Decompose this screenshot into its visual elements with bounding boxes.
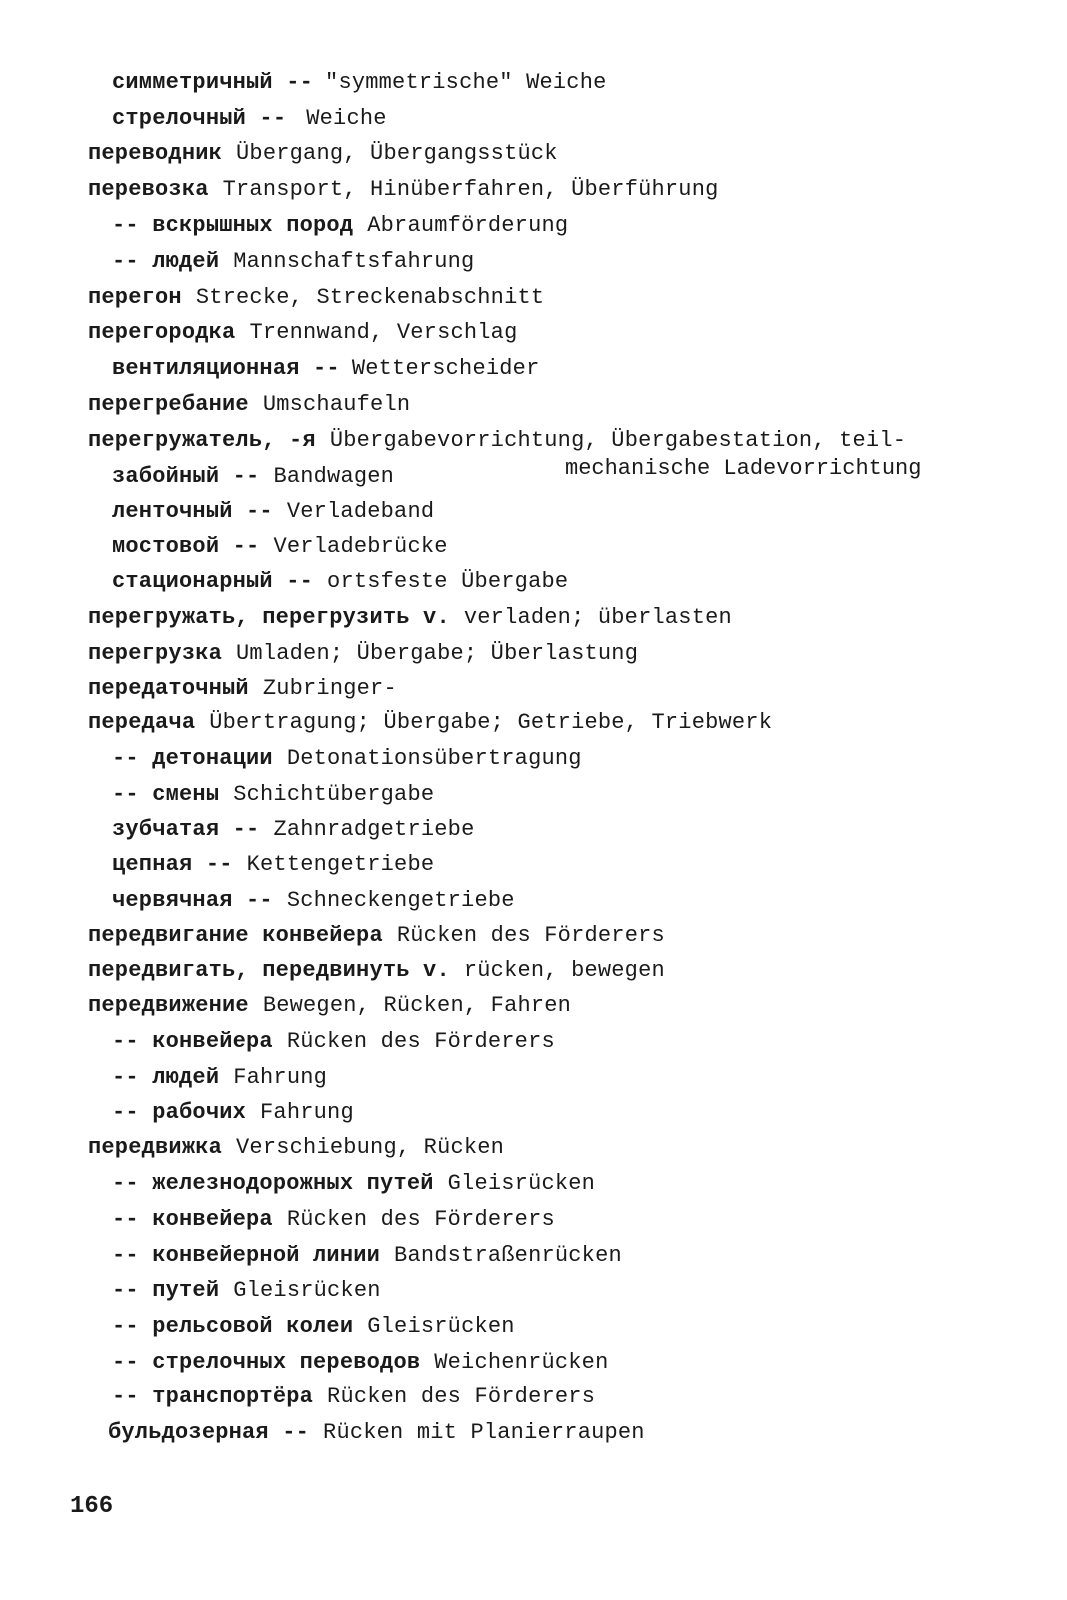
entry-translation-de: rücken, bewegen [463, 958, 665, 983]
entry-translation-de: Abraumförderung [367, 213, 569, 238]
dictionary-entry [88, 428, 906, 454]
dictionary-entry [112, 1065, 327, 1091]
entry-term-ru: -- вскрышных пород [112, 213, 354, 238]
dictionary-entry [112, 464, 394, 490]
entry-term-ru: передвижение [88, 993, 249, 1018]
entry-translation-de: Schichtübergabe [233, 782, 435, 807]
entry-translation-de: Rücken des Förderers [327, 1384, 596, 1409]
dictionary-entry [112, 746, 582, 772]
dictionary-entry [88, 710, 772, 736]
dictionary-entry [112, 70, 607, 96]
entry-translation-de: Rücken des Förderers [396, 923, 665, 948]
entry-translation-de: Bewegen, Rücken, Fahren [262, 993, 572, 1018]
entry-term-ru: червячная -- [112, 888, 273, 913]
dictionary-entry [88, 320, 517, 346]
dictionary-entry [88, 1135, 504, 1161]
dictionary-entry [112, 1350, 608, 1376]
entry-translation-de: Mannschaftsfahrung [233, 249, 475, 274]
entry-translation-de: Übergang, Übergangsstück [236, 141, 558, 166]
entry-term-ru: перегрузка [88, 641, 223, 666]
entry-term-ru: перегружатель, -я [88, 428, 316, 453]
entry-translation-de: Übergabevorrichtung, Übergabestation, teil- [329, 428, 907, 453]
dictionary-entry [88, 958, 665, 984]
dictionary-entry [88, 285, 544, 311]
entry-translation-de: Verladeband [286, 499, 435, 524]
entry-term-ru: зубчатая -- [112, 817, 260, 842]
dictionary-entry [108, 1420, 645, 1446]
entry-term-ru: перегородка [88, 320, 236, 345]
entry-term-ru: передача [88, 710, 196, 735]
entry-term-ru: передвигать, передвинуть v. [88, 958, 450, 983]
dictionary-entry [112, 1314, 515, 1340]
dictionary-entry [112, 1207, 555, 1233]
dictionary-entry [88, 993, 571, 1019]
entry-term-ru: -- транспортёра [112, 1384, 314, 1409]
dictionary-entry [88, 923, 665, 949]
dictionary-entry [112, 499, 434, 525]
dictionary-entry [112, 1100, 354, 1126]
entry-term-ru: передвигание конвейера [88, 923, 383, 948]
entry-term-ru: стационарный -- [112, 569, 314, 594]
dictionary-entry [88, 676, 397, 702]
entry-translation-de: Verladebrücke [273, 534, 448, 559]
page-number: 166 [70, 1493, 114, 1520]
entry-term-ru: симметричный -- [112, 70, 314, 95]
dictionary-entry [112, 106, 387, 132]
entry-term-ru: -- детонации [112, 746, 273, 771]
entry-term-ru: -- людей [112, 249, 220, 274]
entry-term-ru: цепная -- [112, 852, 233, 877]
entry-translation-de: "symmetrische" Weiche [325, 70, 607, 95]
entry-translation-de: Gleisrücken [447, 1171, 596, 1196]
dictionary-entry [88, 605, 732, 631]
entry-translation-de: Bandstraßenrücken [394, 1243, 622, 1268]
dictionary-entry [112, 782, 434, 808]
entry-term-ru: -- конвейера [112, 1029, 273, 1054]
dictionary-entry [112, 569, 568, 595]
entry-translation-de: Umladen; Übergabe; Überlastung [236, 641, 639, 666]
entry-term-ru: мостовой -- [112, 534, 260, 559]
entry-translation-de: Trennwand, Verschlag [249, 320, 518, 345]
entry-term-ru: вентиляционная -- [112, 356, 340, 381]
entry-term-ru: перевозка [88, 177, 209, 202]
entry-translation-de: ortsfeste Übergabe [327, 569, 569, 594]
dictionary-entry [112, 852, 434, 878]
dictionary-entry [112, 1029, 555, 1055]
entry-translation-de: Kettengetriebe [246, 852, 435, 877]
entry-term-ru: -- железнодорожных путей [112, 1171, 434, 1196]
entry-term-ru: перегребание [88, 392, 249, 417]
entry-translation-de: Rücken des Förderers [286, 1207, 555, 1232]
dictionary-entry [88, 641, 638, 667]
entry-translation-de: Umschaufeln [262, 392, 411, 417]
entry-translation-de: Fahrung [260, 1100, 354, 1125]
entry-term-ru: -- путей [112, 1278, 220, 1303]
entry-translation-de: Schneckengetriebe [286, 888, 515, 913]
entry-term-ru: забойный -- [112, 464, 260, 489]
entry-continuation: mechanische Ladevorrichtung [565, 456, 922, 481]
entry-term-ru: ленточный -- [112, 499, 273, 524]
entry-translation-de: Gleisrücken [367, 1314, 515, 1339]
dictionary-entry [112, 213, 568, 239]
entry-term-ru: -- рельсовой колеи [112, 1314, 354, 1339]
entry-translation-de: Verschiebung, Rücken [236, 1135, 505, 1160]
dictionary-entry [112, 888, 515, 914]
entry-translation-de: Rücken des Förderers [286, 1029, 555, 1054]
entry-translation-de: Weichenrücken [434, 1350, 609, 1375]
entry-translation-de: Übertragung; Übergabe; Getriebe, Triebwerk [209, 710, 773, 735]
entry-term-ru: -- конвейера [112, 1207, 273, 1232]
entry-term-ru: перегружать, перегрузить v. [88, 605, 450, 630]
dictionary-entry [112, 1243, 622, 1269]
dictionary-entry [112, 817, 474, 843]
entry-translation-de: Detonationsübertragung [286, 746, 582, 771]
entry-translation-de: Wetterscheider [351, 356, 540, 381]
entry-translation-de: Transport, Hinüberfahren, Überführung [222, 177, 719, 202]
dictionary-entry [88, 177, 719, 203]
dictionary-entry [112, 534, 448, 560]
entry-term-ru: -- смены [112, 782, 220, 807]
entry-translation-de: Gleisrücken [233, 1278, 381, 1303]
entry-translation-de: Zubringer- [262, 676, 397, 701]
entry-translation-de: Rücken mit Planierraupen [323, 1420, 645, 1445]
entry-term-ru: стрелочный -- [112, 106, 287, 131]
dictionary-entry [112, 249, 474, 275]
dictionary-entry [112, 1384, 595, 1410]
entry-translation-de: Zahnradgetriebe [273, 817, 475, 842]
dictionary-entry [88, 141, 558, 167]
dictionary-entry [112, 1278, 381, 1304]
entry-translation-de: Strecke, Streckenabschnitt [195, 285, 545, 310]
entry-term-ru: бульдозерная -- [108, 1420, 310, 1445]
entry-translation-de: Bandwagen [273, 464, 395, 489]
entry-term-ru: передаточный [88, 676, 249, 701]
entry-term-ru: передвижка [88, 1135, 223, 1160]
entry-term-ru: -- стрелочных переводов [112, 1350, 421, 1375]
dictionary-entry [112, 356, 539, 382]
entry-term-ru: переводник [88, 141, 223, 166]
entry-term-ru: -- людей [112, 1065, 220, 1090]
dictionary-entry [112, 1171, 595, 1197]
entry-term-ru: -- рабочих [112, 1100, 247, 1125]
entry-translation-de: Weiche [306, 106, 387, 131]
entry-translation-de: verladen; überlasten [463, 605, 732, 630]
entry-translation-de: Fahrung [233, 1065, 328, 1090]
entry-term-ru: перегон [88, 285, 182, 310]
dictionary-entry [88, 392, 410, 418]
entry-term-ru: -- конвейерной линии [112, 1243, 381, 1268]
